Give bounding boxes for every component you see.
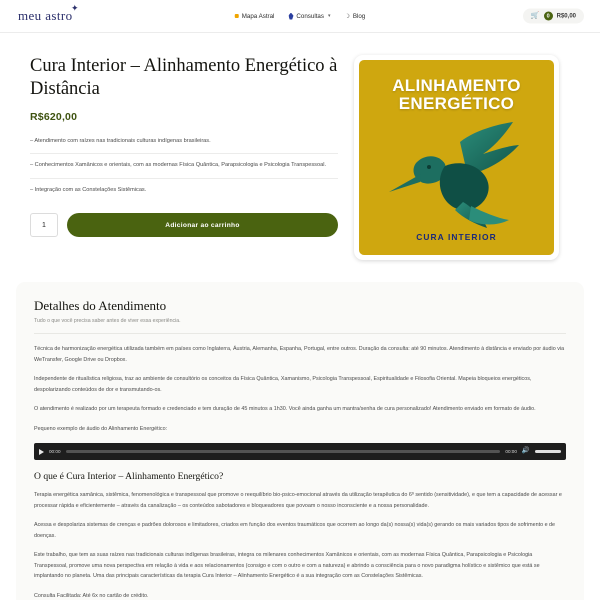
- audio-player[interactable]: [34, 443, 566, 460]
- product-image-container: [354, 55, 569, 260]
- speaker-icon[interactable]: 🔊: [521, 447, 530, 455]
- paragraph: Pequeno exemplo de áudio do Alinhamento Energético:: [34, 425, 168, 432]
- nav-label: Mapa Astral: [241, 12, 275, 20]
- product-price: R$620,00: [30, 111, 78, 124]
- audio-progress-slider[interactable]: [66, 450, 501, 453]
- product-section: [0, 33, 600, 260]
- paragraph: Terapia energética xamânica, sistêmica, fenomenológica e transpessoal que promove o reequilíbrio bio-psico-emocional através da utilização terapêutica do 6º sentido (sensitividade), e que tem a capacidade de acessar e processar rápida e eficientemente – através da canalização – os conteúdos sabotadores e bloqueadores que povoam o nosso inconsciente e a nossa personalidade.: [34, 492, 562, 509]
- hummingbird-icon: [387, 120, 537, 230]
- cart-button[interactable]: [523, 9, 584, 24]
- star-icon: ✦: [70, 3, 79, 13]
- nav-item-mapa-astral[interactable]: [235, 13, 275, 20]
- nav-item-consultas[interactable]: [288, 13, 330, 20]
- orange-square-icon: [235, 14, 239, 18]
- logo-text: meu astro: [18, 8, 73, 23]
- section-heading: O que é Cura Interior – Alinhamento Energético?: [34, 471, 224, 483]
- cart-badge: 0: [544, 12, 553, 21]
- purchase-row: [30, 213, 338, 237]
- add-to-cart-button[interactable]: Adicionar ao carrinho: [67, 213, 338, 237]
- main-navigation: [235, 13, 365, 20]
- quantity-input[interactable]: [30, 213, 58, 237]
- paragraph: Independente de ritualística religiosa, traz ao ambiente de consultório os conceitos da Física Quântica, Xamanismo, Psicologia Transpessoal, Espiritualidade e Filosofia Oriental. Mapeia bloqueios energéticos, despolarizando conteúdos de dor e transmutando-os.: [34, 376, 532, 393]
- paragraph: Acessa e despolariza sistemas de crenças e padrões dolorosos e limitadores, criados em função dos eventos traumáticos que ocorrem ao longo da(s) nossa(s) vida(s) gerando os mais variados tipos de sofrimento e de doenças.: [34, 522, 556, 539]
- product-info: [30, 55, 338, 260]
- details-heading: Detalhes do Atendimento: [34, 298, 167, 313]
- audio-current-time: 00:00: [49, 449, 61, 455]
- shopping-cart-icon: 🛒: [530, 12, 540, 20]
- details-subheading: Tudo o que você precisa saber antes de viver essa experiência.: [34, 318, 181, 324]
- list-item: – Atendimento com raízes nas tradicionais culturas indígenas brasileiras.: [30, 136, 338, 154]
- product-image-card[interactable]: [354, 55, 559, 260]
- volume-slider[interactable]: [535, 450, 561, 453]
- list-item: – Integração com as Constelações Sistêmicas.: [30, 186, 147, 193]
- product-image: [359, 60, 554, 255]
- site-logo[interactable]: [18, 3, 79, 24]
- paragraph: Técnica de harmonização energética utilizada também em países como Inglaterra, Áustria, Alemanha, Espanha, Portugal, entre outros. Duração da consulta: até 90 minutos. Atendimento à distância e enviado por áudio via WeTransfer, Google Drive ou Dropbox.: [34, 346, 565, 363]
- blue-gem-icon: [288, 13, 293, 20]
- product-image-title: ALINHAMENTO ENERGÉTICO: [392, 76, 521, 114]
- divider: [34, 333, 566, 334]
- cart-total: R$0,00: [556, 13, 576, 19]
- product-features: [30, 136, 338, 202]
- nav-label: Consultas: [296, 12, 324, 20]
- details-panel: [16, 282, 584, 600]
- nav-label: Blog: [352, 12, 366, 20]
- nav-item-blog[interactable]: [344, 13, 365, 20]
- paragraph: Este trabalho, que tem as suas raízes nas tradicionais culturas indígenas brasileiras, integra os milenares conhecimentos Xamânicos e orientais, com as modernas Física Quântica, Parapsicologia e Psicologia Transpessoal, promove uma nova perspectiva em relação à vida e aos relacionamentos (consigo e com o outro e com a natureza) e abrindo a consciência para o novo paradigma holístico e sistêmico que está se implantando no planeta. Uma das principais características da terapia Cura Interior – Alinhamento Energético é a sua integração com as Constelações Sistêmicas.: [34, 552, 540, 580]
- paragraph: O atendimento é realizado por um terapeuta formado e credenciado e tem duração de 45 minutos a 1h30. Você ainda ganha um mantra/senha de cura personalizado! Atendimento enviado em formato de áudio.: [34, 406, 536, 413]
- page-title: Cura Interior – Alinhamento Energético à Distância: [30, 56, 338, 99]
- list-item: – Conhecimentos Xamânicos e orientais, com as modernas Física Quântica, Parapsicologia e Psicologia Transpessoal.: [30, 154, 338, 178]
- moon-icon: ☽: [344, 13, 350, 20]
- play-icon[interactable]: [39, 449, 44, 455]
- product-image-subtitle: CURA INTERIOR: [416, 232, 497, 242]
- audio-duration: 00:00: [505, 449, 517, 455]
- site-header: [0, 0, 600, 33]
- paragraph: Consulta Facilitada: Até 6x no cartão de crédito.: [34, 592, 149, 599]
- chevron-down-icon: ▾: [327, 13, 331, 19]
